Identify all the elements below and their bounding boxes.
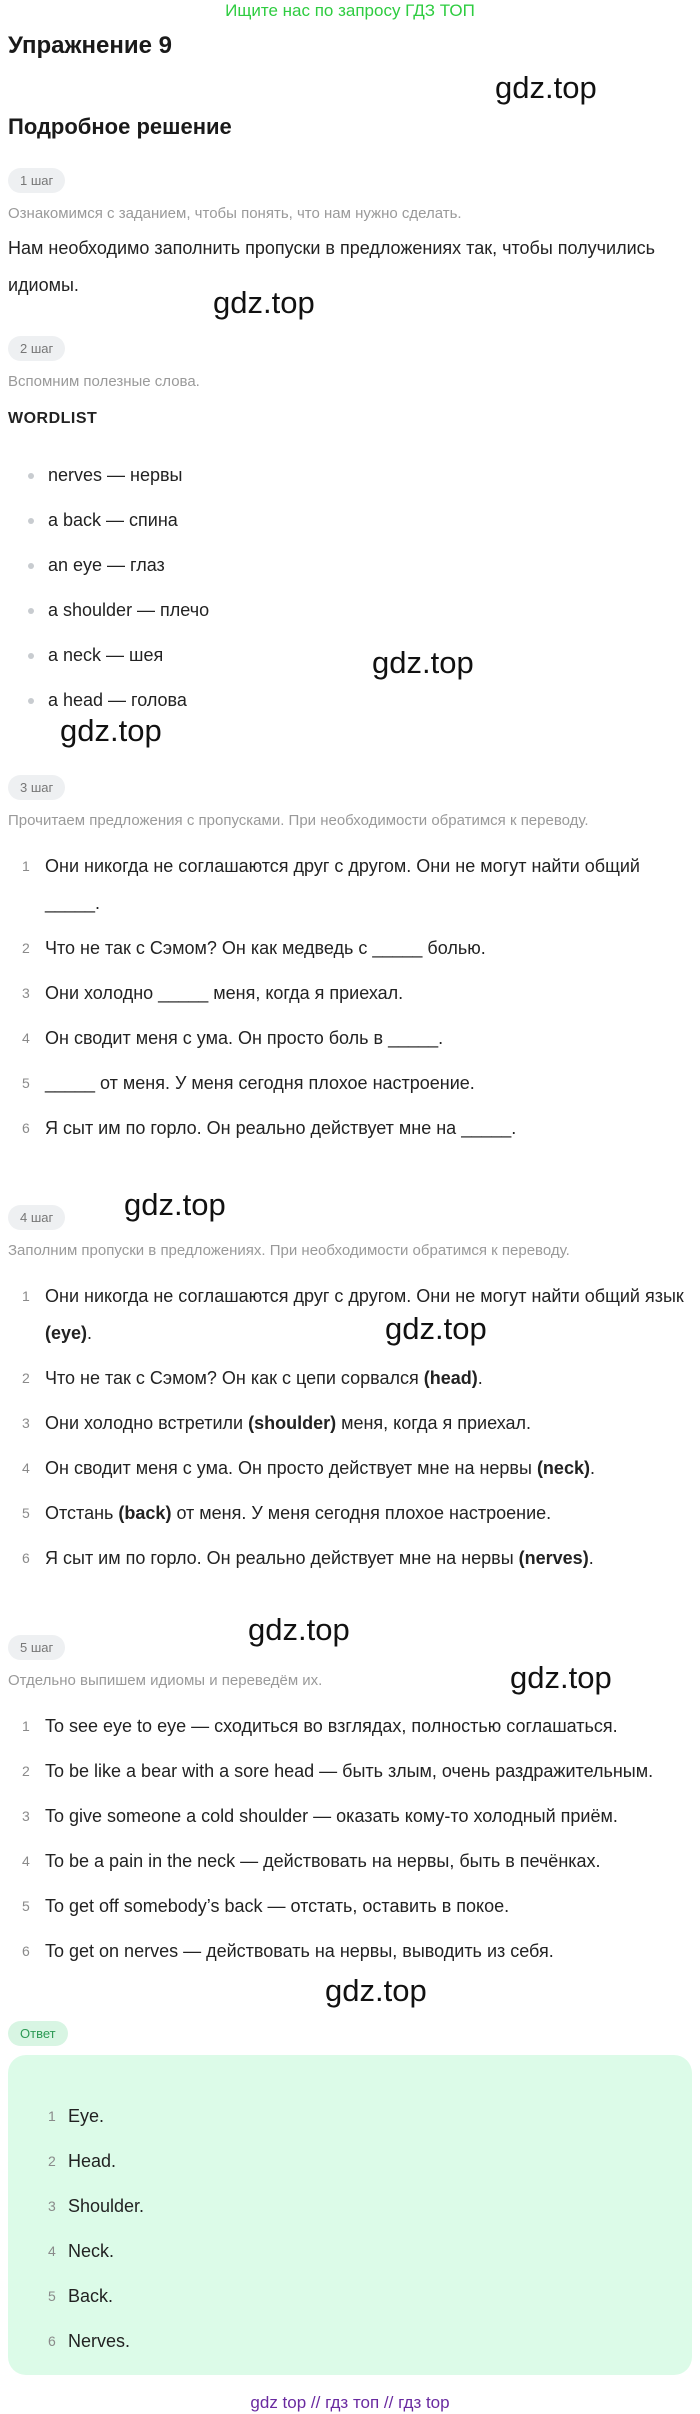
list-item: 5 To get off somebody’s back — отстать, оставить в покое. bbox=[22, 1896, 510, 1916]
bullet-icon bbox=[28, 473, 34, 479]
list-item: 2 Что не так с Сэмом? Он как с цепи сорвался (head). bbox=[22, 1368, 483, 1388]
list-item: 2 Что не так с Сэмом? Он как медведь с _____ болью. bbox=[22, 938, 486, 958]
watermark: gdz.top bbox=[248, 1612, 350, 1647]
watermark: gdz.top bbox=[60, 713, 162, 748]
list-item: 6 Я сыт им по горло. Он реально действует мне на нервы (nerves). bbox=[22, 1548, 594, 1568]
step-hint: Вспомним полезные слова. bbox=[8, 373, 200, 390]
watermark: gdz.top bbox=[213, 285, 315, 320]
list-item: 5 Back. bbox=[48, 2286, 114, 2306]
list-item: 1 Eye. bbox=[48, 2106, 105, 2126]
bullet-icon bbox=[28, 653, 34, 659]
numbered-list bbox=[0, 1708, 700, 1978]
list-item: 3 Shoulder. bbox=[48, 2196, 145, 2216]
list-item: 3 Они холодно встретили (shoulder) меня, когда я приехал. bbox=[22, 1413, 532, 1433]
wordlist-heading: WORDLIST bbox=[8, 410, 98, 427]
list-item: 4 To be a pain in the neck — действовать на нервы, быть в печёнках. bbox=[22, 1851, 601, 1871]
list-item: 1 Они никогда не соглашаются друг с другом. Они не могут найти общий язык (eye). bbox=[22, 1286, 684, 1343]
list-item: a head — голова bbox=[0, 678, 700, 723]
list-item: a back — спина bbox=[0, 498, 700, 543]
wordlist bbox=[0, 453, 700, 723]
list-item: 3 To give someone a cold shoulder — оказать кому-то холодный приём. bbox=[22, 1806, 618, 1826]
list-item: 5 Отстань (back) от меня. У меня сегодня плохое настроение. bbox=[22, 1503, 552, 1523]
search-banner: Ищите нас по запросу ГДЗ ТОП bbox=[225, 1, 475, 20]
step-badge: 5 шаг bbox=[8, 1635, 65, 1660]
watermark: gdz.top bbox=[510, 1660, 612, 1695]
list-item: an eye — глаз bbox=[0, 543, 700, 588]
numbered-list bbox=[0, 1278, 700, 1585]
step-hint: Заполним пропуски в предложениях. При необходимости обратимся к переводу. bbox=[8, 1242, 570, 1259]
list-item: 5 _____ от меня. У меня сегодня плохое настроение. bbox=[22, 1073, 475, 1093]
list-item: 4 Он сводит меня с ума. Он просто действует мне на нервы (neck). bbox=[22, 1458, 595, 1478]
list-item: 6 To get on nerves — действовать на нервы, выводить из себя. bbox=[22, 1941, 554, 1961]
list-item: 6 Я сыт им по горло. Он реально действует мне на _____. bbox=[22, 1118, 517, 1138]
bullet-icon bbox=[28, 698, 34, 704]
step-badge: 2 шаг bbox=[8, 336, 65, 361]
list-item: 1 Они никогда не соглашаются друг с другом. Они не могут найти общий _____. bbox=[22, 856, 640, 913]
list-item: 2 Head. bbox=[48, 2151, 117, 2171]
step-hint: Отдельно выпишем идиомы и переведём их. bbox=[8, 1672, 323, 1689]
list-item: a shoulder — плечо bbox=[0, 588, 700, 633]
list-item: 4 Neck. bbox=[48, 2241, 115, 2261]
list-item: nerves — нервы bbox=[0, 453, 700, 498]
step-hint: Прочитаем предложения с пропусками. При необходимости обратимся к переводу. bbox=[8, 812, 589, 829]
watermark: gdz.top bbox=[495, 70, 597, 105]
step-hint: Ознакомимся с заданием, чтобы понять, что нам нужно сделать. bbox=[8, 205, 462, 222]
bullet-icon bbox=[28, 563, 34, 569]
step-text: Нам необходимо заполнить пропуски в предложениях так, чтобы получились идиомы. bbox=[8, 238, 655, 295]
bullet-icon bbox=[28, 518, 34, 524]
page-title: Упражнение 9 bbox=[8, 32, 172, 59]
numbered-list bbox=[0, 848, 700, 1155]
watermark: gdz.top bbox=[325, 1973, 427, 2008]
list-item: 6 Nerves. bbox=[48, 2331, 131, 2351]
step-badge: 3 шаг bbox=[8, 775, 65, 800]
answer-list bbox=[0, 2094, 700, 2364]
list-item: 1 To see eye to eye — сходиться во взглядах, полностью соглашаться. bbox=[22, 1716, 618, 1736]
watermark: gdz.top bbox=[385, 1311, 487, 1346]
watermark: gdz.top bbox=[124, 1187, 226, 1222]
footer-links[interactable]: gdz top // гдз топ // гдз top bbox=[250, 2393, 450, 2412]
list-item: a neck — шея bbox=[0, 633, 700, 678]
list-item: 4 Он сводит меня с ума. Он просто боль в _____. bbox=[22, 1028, 444, 1048]
answer-badge: Ответ bbox=[8, 2021, 68, 2046]
watermark: gdz.top bbox=[372, 645, 474, 680]
list-item: 3 Они холодно _____ меня, когда я приехал. bbox=[22, 983, 404, 1003]
step-badge: 4 шаг bbox=[8, 1205, 65, 1230]
step-badge: 1 шаг bbox=[8, 168, 65, 193]
section-title: Подробное решение bbox=[8, 114, 232, 139]
bullet-icon bbox=[28, 608, 34, 614]
list-item: 2 To be like a bear with a sore head — быть злым, очень раздражительным. bbox=[22, 1761, 654, 1781]
